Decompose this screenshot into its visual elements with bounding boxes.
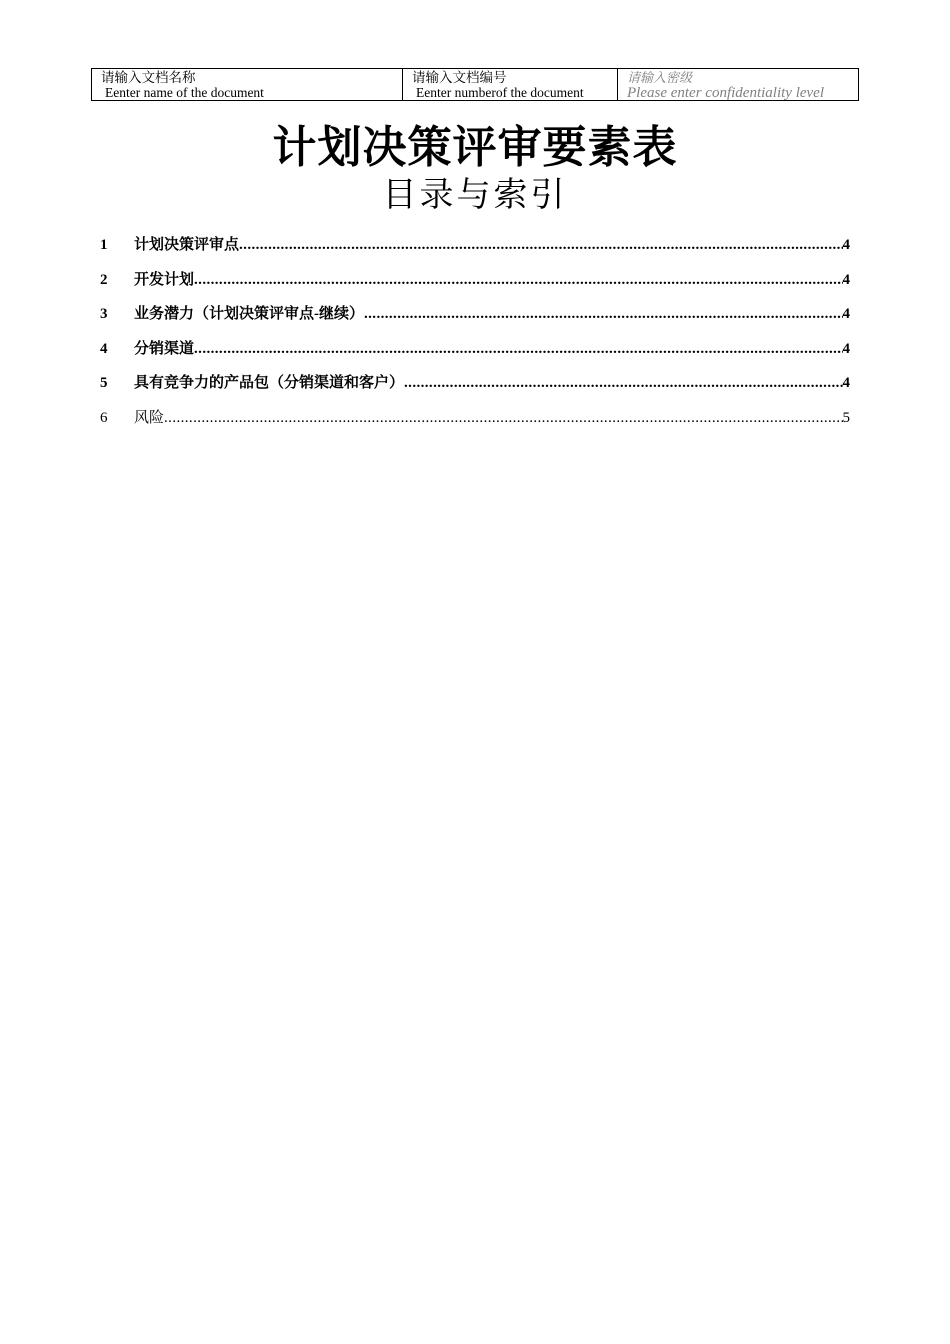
toc-entry-number: 2 (100, 271, 108, 288)
toc-heading: 目录与索引 (382, 177, 568, 214)
toc-entry[interactable] (100, 268, 850, 303)
toc-entry-title: 风险 (134, 409, 165, 426)
toc-dot-leader (239, 237, 842, 254)
toc-dot-leader (164, 410, 842, 427)
toc-entry[interactable] (100, 233, 850, 268)
toc-dot-leader (194, 272, 842, 289)
toc-entry-number: 1 (100, 237, 108, 253)
document-title: 计划决策评审要素表 (272, 123, 678, 172)
toc-entry-number: 6 (100, 409, 108, 426)
toc-entry-number: 3 (100, 306, 108, 323)
toc-dot-leader (364, 306, 843, 323)
confidentiality-cell[interactable] (617, 69, 858, 100)
toc-entry-page: 4 (842, 271, 850, 288)
doc-name-placeholder-en: Eenter name of the document (105, 85, 264, 100)
toc-entry[interactable] (100, 406, 850, 441)
toc-entry-title: 业务潜力（计划决策评审点-继续） (134, 306, 364, 323)
toc-entry-page: 4 (842, 340, 850, 357)
toc-dot-leader (404, 375, 842, 392)
toc-entry-page: 4 (842, 375, 850, 392)
toc-entry-title: 具有竞争力的产品包（分销渠道和客户） (134, 375, 405, 392)
toc-entry[interactable] (100, 371, 850, 406)
doc-name-cell[interactable] (92, 69, 402, 100)
toc-entry-page: 4 (842, 306, 850, 323)
toc-entry-title: 计划决策评审点 (134, 237, 240, 253)
document-header-table (91, 68, 859, 101)
confidentiality-placeholder-cn: 请输入密级 (627, 70, 693, 85)
doc-number-placeholder-cn: 请输入文档编号 (412, 70, 507, 85)
toc-entry[interactable] (100, 302, 850, 337)
toc-entry-title: 分销渠道 (134, 340, 195, 357)
toc-entry-page: 5 (842, 409, 850, 426)
doc-number-placeholder-en: Eenter numberof the document (416, 85, 584, 100)
toc-entry-number: 5 (100, 375, 108, 392)
doc-number-cell[interactable] (402, 69, 617, 100)
confidentiality-placeholder-en: Please enter confidentiality level (627, 85, 825, 100)
toc-dot-leader (194, 341, 842, 358)
toc-entry-page: 4 (842, 237, 850, 253)
toc-entry[interactable] (100, 337, 850, 372)
toc-entry-title: 开发计划 (134, 271, 195, 288)
doc-name-placeholder-cn: 请输入文档名称 (101, 70, 196, 85)
table-of-contents (100, 233, 850, 441)
toc-entry-number: 4 (100, 340, 108, 357)
